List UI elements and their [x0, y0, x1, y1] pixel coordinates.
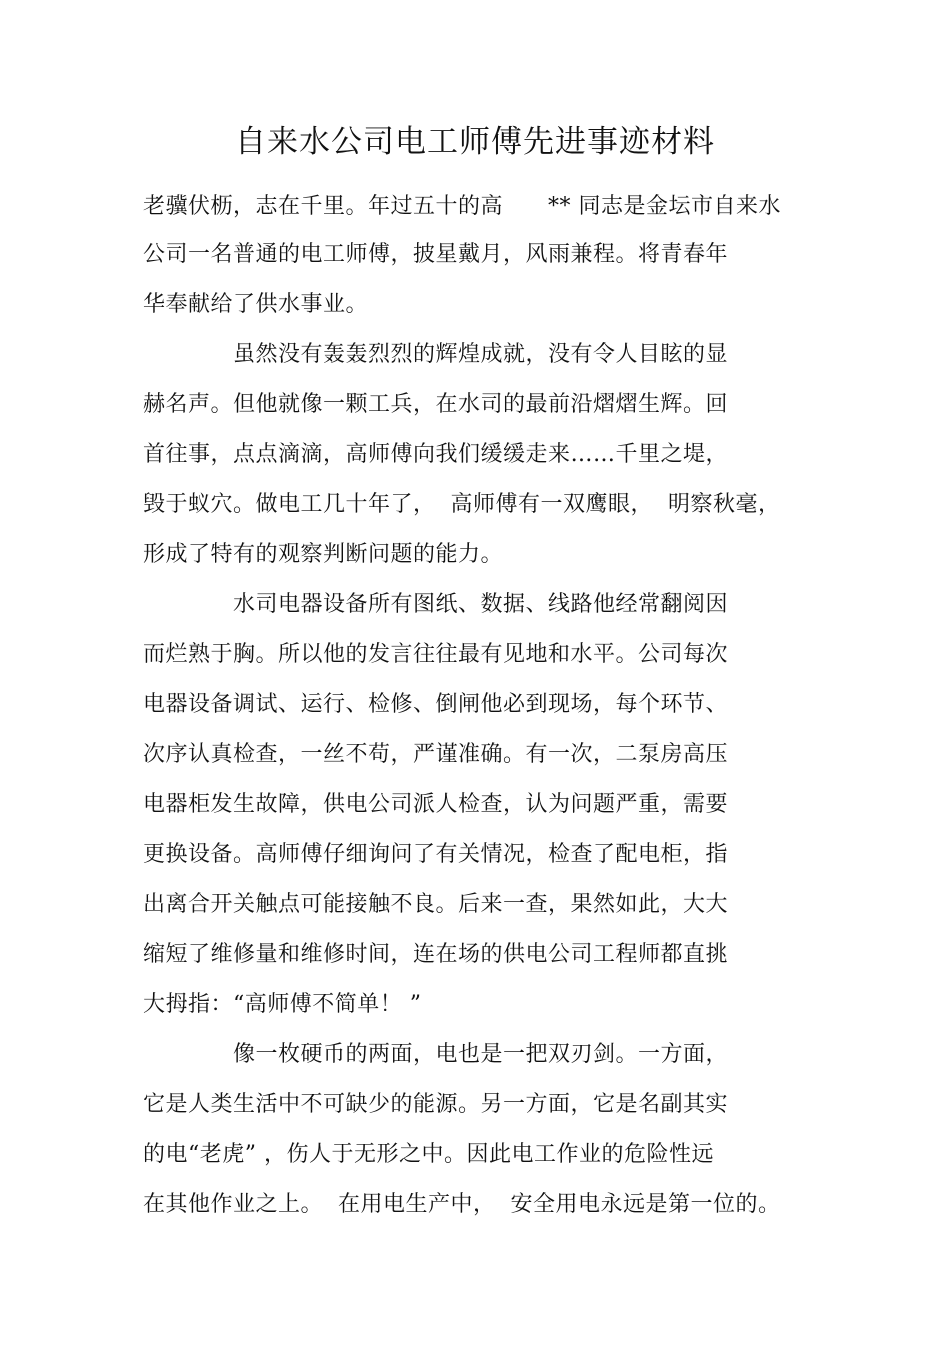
paragraph-line: 大拇指：“高师傅不简单！ ” [143, 992, 422, 1017]
paragraph-line: 更换设备。高师傅仔细询问了有关情况，检查了配电柜，指 [143, 842, 729, 867]
paragraph-line: 而烂熟于胸。所以他的发言往往最有见地和水平。公司每次 [143, 642, 729, 667]
paragraph-line: 老骥伏枥，志在千里。年过五十的高 ** 同志是金坛市自来水 [143, 194, 781, 219]
paragraph-line: 赫名声。但他就像一颗工兵，在水司的最前沿熠熠生辉。回 [143, 392, 729, 417]
paragraph-line: 形成了特有的观察判断问题的能力。 [143, 542, 504, 567]
paragraph-line: 公司一名普通的电工师傅，披星戴月，风雨兼程。将青春年 [143, 242, 729, 267]
document-title: 自来水公司电工师傅先进事迹材料 [235, 124, 715, 160]
paragraph-line: 缩短了维修量和维修时间，连在场的供电公司工程师都直挑 [143, 942, 729, 967]
paragraph-line: 电器设备调试、运行、检修、倒闸他必到现场，每个环节、 [143, 692, 729, 717]
paragraph-line: 的电“老虎” ，伤人于无形之中。因此电工作业的危险性远 [143, 1142, 714, 1167]
paragraph-line: 毁于蚁穴。做电工几十年了， 高师傅有一双鹰眼， 明察秋毫， [143, 492, 781, 517]
paragraph-line: 它是人类生活中不可缺少的能源。另一方面，它是名副其实 [143, 1092, 729, 1117]
paragraph-line: 虽然没有轰轰烈烈的辉煌成就，没有令人目眩的显 [143, 342, 729, 367]
paragraph-line: 出离合开关触点可能接触不良。后来一查，果然如此，大大 [143, 892, 729, 917]
paragraph-line: 像一枚硬币的两面，电也是一把双刃剑。一方面， [143, 1042, 729, 1067]
paragraph-line: 电器柜发生故障，供电公司派人检查，认为问题严重，需要 [143, 792, 729, 817]
paragraph-line: 水司电器设备所有图纸、数据、线路他经常翻阅因 [143, 592, 729, 617]
paragraph-line: 华奉献给了供水事业。 [143, 292, 369, 317]
paragraph-line: 次序认真检查，一丝不苟，严谨准确。有一次，二泵房高压 [143, 742, 729, 767]
paragraph-line: 在其他作业之上。 在用电生产中， 安全用电永远是第一位的。 [143, 1192, 781, 1217]
paragraph-line: 首往事，点点滴滴，高师傅向我们缓缓走来……千里之堤， [143, 442, 729, 467]
